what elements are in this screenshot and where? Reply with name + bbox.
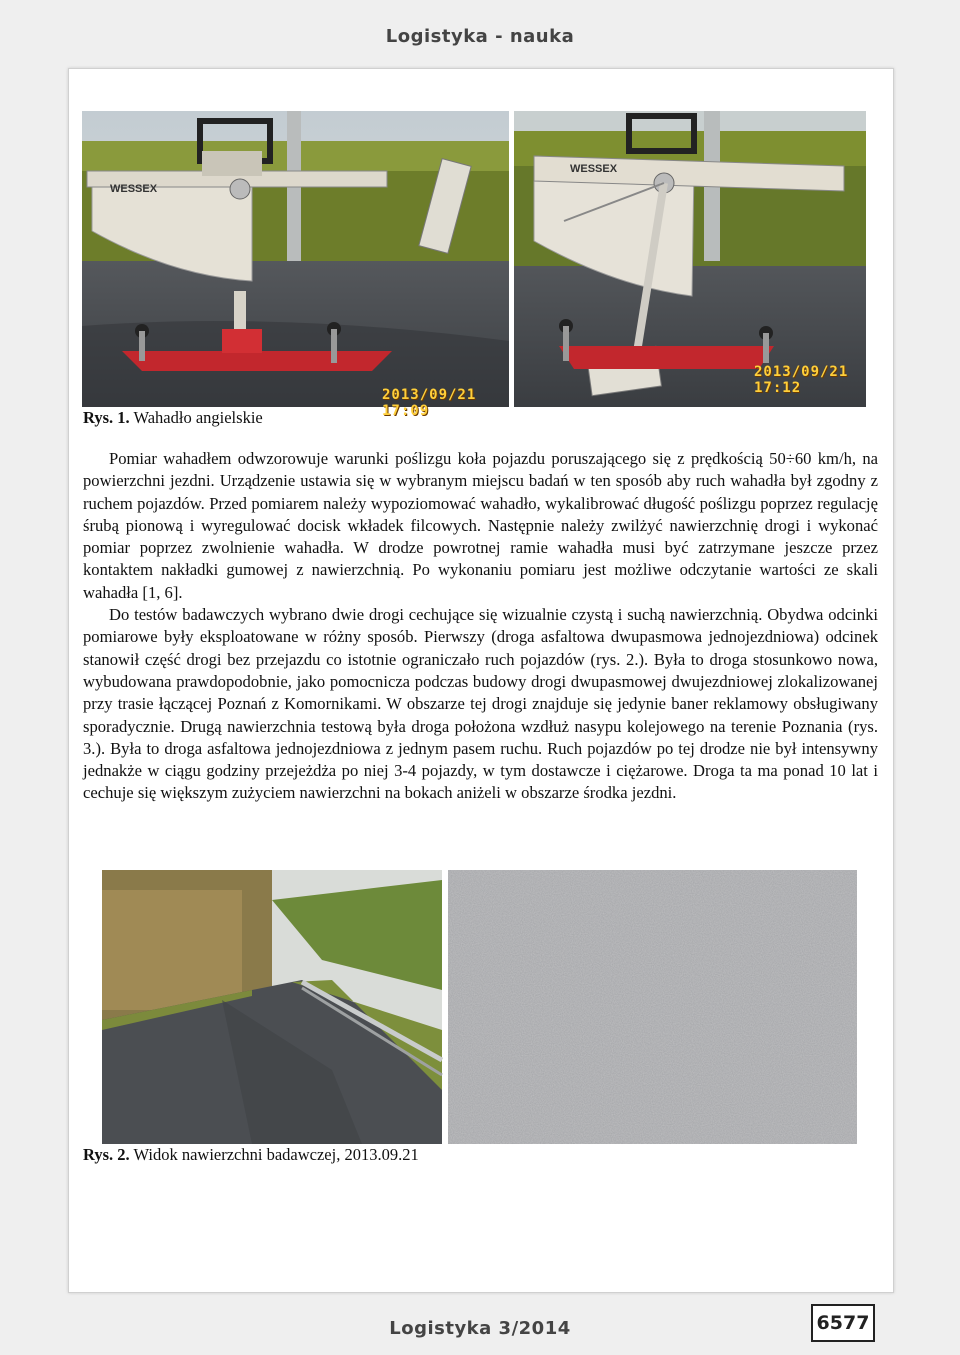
body-text [83, 448, 878, 805]
asphalt-texture-illustration [448, 870, 857, 1144]
pendulum-photo-right [514, 111, 866, 407]
figure1-caption-text: Wahadło angielskie [133, 408, 263, 427]
road-photo [102, 870, 442, 1144]
paragraph: Do testów badawczych wybrano dwie drogi cechujące się wizualnie czystą i suchą nawierzchnią. Obydwa odcinki pomiarowe były eksploatowane w różny sposób. Pierwszy (droga asfaltowa dwupasmowa jednojezdniowa) odcinek stanowił część drogi bez przejazdu co istotnie ograniczało ruch pojazdów (rys. 2.). Była to droga stosunkowo nowa, wybudowana prawdopodobnie, jako pomocnicza podczas budowy drogi dwupasmowej dwujezdniowej zlokalizowanej przy trasie łączącej Poznań z Komornikami. W obszarze tej drogi znajduje się jedynie baner reklamowy obsługiwany sporadycznie. Drugą nawierzchnia testową była droga położona wzdłuż nasypu kolejowego na terenie Poznania (rys. 3.). Była to droga asfaltowa jednojezdniowa z jednym pasem ruchu. Ruch pojazdów po tej drodze nie był intensywny jednakże w ciągu godziny przejeżdża po niej 3-4 pojazdy, w tym dostawcze i ciężarowe. Droga ta ma ponad 10 lat i cechuje się większym zużyciem nawierzchni na bokach aniżeli w obszarze środka jezdni. [83, 605, 878, 803]
figure2-caption [83, 1145, 419, 1165]
asphalt-texture-photo [448, 870, 857, 1144]
figure1-caption [83, 408, 263, 428]
figure2-caption-text: Widok nawierzchni badawczej, 2013.09.21 [133, 1145, 419, 1164]
photo-timestamp: 2013/09/21 17:09 [382, 387, 477, 419]
paragraph: Pomiar wahadłem odwzorowuje warunki poślizgu koła pojazdu poruszającego się z prędkością 50÷60 km/h, na powierzchni jezdni. Urządzenie ustawia się w wybranym miejscu badań w ten sposób aby ruch wahadła był zgodny z ruchem pojazdów. Przed pomiarem należy wypoziomować wahadło, wykalibrować długość poślizgu poprzez regulację śrubą pionową i wyregulować docisk wkładek filcowych. Następnie należy zwilżyć nawierzchnię drogi i wykonać pomiar poprzez zwolnienie wahadła. W drodze powrotnej ramie wahadła musi być zatrzymane jeszcze przez kontaktem nakładki gumowej z nawierzchnią. Po wykonaniu pomiaru jest możliwe odczytanie wartości ze skali wahadła [1, 6]. [83, 449, 878, 602]
road-illustration [102, 870, 442, 1144]
page-number: 6577 [811, 1304, 875, 1342]
device-brand-label: WESSEX [570, 163, 618, 175]
pendulum-illustration-right [514, 111, 866, 407]
running-header: Logistyka - nauka [385, 26, 575, 47]
figure2-caption-label: Rys. 2. [83, 1145, 130, 1164]
device-brand-label: WESSEX [110, 183, 158, 195]
figure1-caption-label: Rys. 1. [83, 408, 130, 427]
pendulum-illustration-left [82, 111, 509, 407]
photo-timestamp: 2013/09/21 17:12 [754, 364, 849, 396]
running-footer: Logistyka 3/2014 [389, 1318, 571, 1339]
